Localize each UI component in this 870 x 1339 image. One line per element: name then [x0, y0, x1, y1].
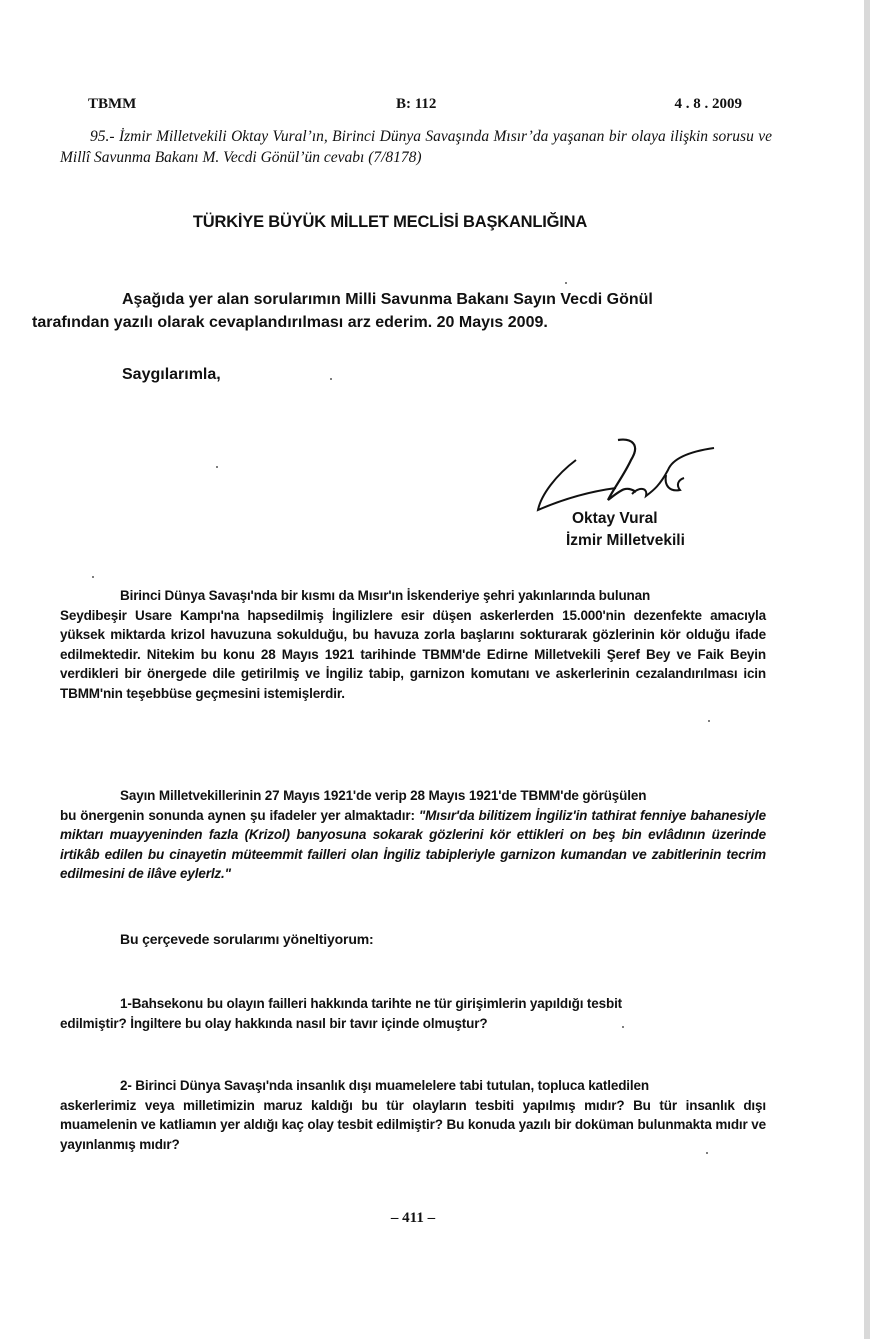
greeting: Saygılarımla,: [122, 366, 221, 383]
scan-speck: [92, 576, 94, 578]
paragraph-2-text: bu önergenin sonunda aynen şu ifadeler yer almaktadır:: [60, 807, 419, 823]
intro-line-1: Aşağıda yer alan sorularımın Milli Savunma Bakanı Sayın Vecdi Gönül: [122, 291, 653, 308]
document-title: TÜRKİYE BÜYÜK MİLLET MECLİSİ BAŞKANLIĞINA: [192, 213, 588, 231]
scan-speck: [330, 378, 332, 380]
paragraph-2-first-line: Sayın Milletvekillerinin 27 Mayıs 1921'de verip 28 Mayıs 1921'de TBMM'de görüşülen: [120, 788, 647, 803]
question-2: [60, 1076, 766, 1154]
paragraph-1-body: Seydibeşir Usare Kampı'na hapsedilmiş İngilizlere esir düşen askerlerden 15.000'nin dezenfekte amacıyla yüksek miktarda krizol havuzuna sokulduğu, bu havuza zorla başlarını sokturarak gözlerinin kör olduğu ifade edilmektedir. Nitekim bu konu 28 Mayıs 1921 tarihinde TBMM'de Edirne Milletvekili Şeref Bey ve Faik Beyin verdikleri bir önergede dile getirilmiş ve İngiliz tabip, garnizon komutanı ve askerlerinin cezalandırılması icin TBMM'nin teşebbüse geçmesini istemişlerdir.: [60, 607, 766, 701]
header-date: 4 . 8 . 2009: [674, 96, 742, 112]
intro-text: [32, 288, 768, 334]
paragraph-2-body: [60, 806, 766, 884]
intro-line-2: tarafından yazılı olarak cevaplandırılması arz ederim. 20 Mayıs 2009.: [32, 314, 548, 331]
header-center: B: 112: [396, 96, 437, 112]
scan-speck: [708, 720, 710, 722]
question-2-first-line: 2- Birinci Dünya Savaşı'nda insanlık dışı muamelelere tabi tutulan, topluca katledilen: [120, 1078, 649, 1093]
signer-title: İzmir Milletvekili: [566, 532, 685, 549]
questions-intro: Bu çerçevede sorularımı yöneltiyorum:: [120, 931, 374, 947]
scan-speck: [622, 1026, 624, 1028]
paragraph-quote: [60, 786, 767, 884]
signature-image: [536, 430, 716, 520]
paragraph-2-quote: "Mısır'da bilitizem İngiliz'in tathirat fenniye bahanesiyle miktarı muayyeninden fazla (Krizol) banyosuna sokarak gözlerini kör ettikleri on beş bin evlâdının üzerinde irtikâb edilen bu cinayetin müteemmit failleri olan İngiliz tabipleriyle garnizon kumandan ve zabitlerinin tecrim edilmesini de ilâve eylerlz.": [60, 807, 767, 881]
header-left: TBMM: [88, 96, 137, 112]
page-header: [88, 96, 742, 118]
scan-edge: [864, 0, 870, 1339]
page-number: – 411 –: [390, 1210, 436, 1226]
question-1-first-line: 1-Bahsekonu bu olayın failleri hakkında tarihte ne tür girişimlerin yapıldığı tesbit: [120, 996, 623, 1011]
scan-speck: [565, 282, 567, 284]
question-2-body: askerlerimiz veya milletimizin maruz kaldığı bu tür olayların tesbiti yapılmış mıdır? Bu tür insanlık dışı muamelenin ve katliamın yer aldığı kaç olay tesbit edilmiştir? Bu konuda yazılı bir doküman bulunmakta mıdır ve yayınlanmış mıdır?: [60, 1097, 766, 1152]
paragraph-1-first-line: Birinci Dünya Savaşı'nda bir kısmı da Mısır'ın İskenderiye şehri yakınlarında bulunan: [120, 588, 651, 603]
signer-name: Oktay Vural: [572, 510, 658, 527]
signer-block: [566, 508, 685, 552]
question-1: [60, 994, 766, 1033]
scan-speck: [706, 1152, 708, 1154]
scan-speck: [216, 466, 218, 468]
subject-line: 95.- İzmir Milletvekili Oktay Vural’ın, Birinci Dünya Savaşında Mısır’da yaşanan bir olaya ilişkin sorusu ve Millî Savunma Bakanı M. Vecdi Gönül’ün cevabı (7/8178): [60, 128, 772, 166]
paragraph-background: [60, 586, 766, 703]
question-1-body: edilmiştir? İngiltere bu olay hakkında nasıl bir tavır içinde olmuştur?: [60, 1015, 488, 1031]
